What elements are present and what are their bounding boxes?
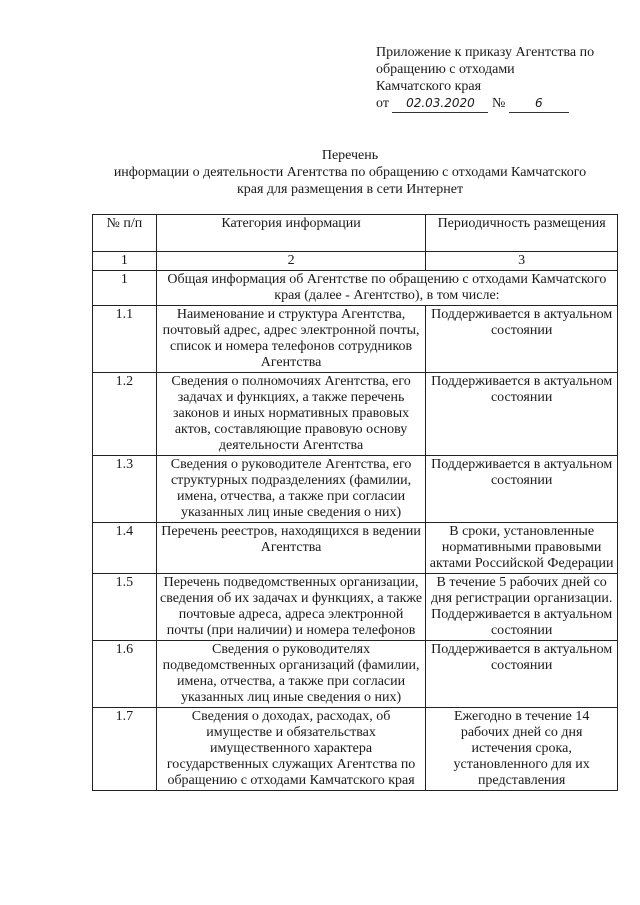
table-row (93, 373, 618, 456)
row-period: Поддерживается в актуальном состоянии (426, 456, 618, 523)
column-number-3: 3 (426, 252, 618, 271)
number-prefix: № (491, 96, 506, 111)
row-period: Ежегодно в течение 14 рабочих дней со дня истечения срока, установленного для их представления (426, 708, 618, 791)
row-number: 1.1 (93, 306, 157, 373)
header-period: Периодичность размещения (426, 215, 618, 252)
row-number: 1.4 (93, 523, 157, 574)
date-value: 02.03.2020 (392, 95, 488, 113)
appendix-line-3: Камчатского края (376, 79, 482, 94)
row-category: Сведения о полномочиях Агентства, его задачах и функциях, а также перечень законов и иных нормативных правовых актов, составляющие правовую основу деятельности Агентства (156, 373, 425, 456)
title-line-1: Перечень (321, 148, 379, 163)
row-category: Перечень подведомственных организации, сведения об их задачах и функциях, а также почтовые адреса, адреса электронной почты (при наличии) и номера телефонов (156, 574, 425, 641)
row-category: Сведения о руководителях подведомственных организаций (фамилии, имена, отчества, а также при согласии указанных лиц иные сведения о них) (156, 641, 425, 708)
section-text: Общая информация об Агентстве по обращению с отходами Камчатского края (далее - Агентство), в том числе: (156, 271, 617, 306)
column-number-2: 2 (156, 252, 425, 271)
section-number: 1 (93, 271, 157, 306)
table-section-row (93, 271, 618, 306)
appendix-line-2: обращению с отходами (376, 62, 515, 77)
row-period: Поддерживается в актуальном состоянии (426, 306, 618, 373)
row-number: 1.5 (93, 574, 157, 641)
row-period: В течение 5 рабочих дней со дня регистрации организации. Поддерживается в актуальном состоянии (426, 574, 618, 641)
row-period: Поддерживается в актуальном состоянии (426, 373, 618, 456)
row-period: В сроки, установленные нормативными правовыми актами Российской Федерации (426, 523, 618, 574)
appendix-line-1: Приложение к приказу Агентства по (376, 45, 595, 60)
title-line-3: края для размещения в сети Интернет (236, 182, 464, 197)
row-number: 1.6 (93, 641, 157, 708)
table-row (93, 574, 618, 641)
table-header-row (93, 215, 618, 252)
header-category: Категория информации (156, 215, 425, 252)
table-row (93, 523, 618, 574)
row-number: 1.7 (93, 708, 157, 791)
table-row (93, 306, 618, 373)
header-number: № п/п (93, 215, 157, 252)
row-category: Наименование и структура Агентства, почтовый адрес, адрес электронной почты, список и номера телефонов сотрудников Агентства (156, 306, 425, 373)
row-category: Перечень реестров, находящихся в ведении Агентства (156, 523, 425, 574)
number-value: 6 (509, 95, 569, 113)
table-row (93, 708, 618, 791)
appendix-date-line (376, 95, 636, 113)
information-table (92, 214, 618, 791)
row-period: Поддерживается в актуальном состоянии (426, 641, 618, 708)
row-category: Сведения о руководителе Агентства, его структурных подразделениях (фамилии, имена, отчества, а также при согласии указанных лиц иные сведения о них) (156, 456, 425, 523)
table-row (93, 641, 618, 708)
table-row (93, 456, 618, 523)
document-title (80, 147, 620, 198)
row-number: 1.2 (93, 373, 157, 456)
title-line-2: информации о деятельности Агентства по обращению с отходами Камчатского (113, 165, 587, 180)
row-category: Сведения о доходах, расходах, об имуществе и обязательствах имущественного характера государственных служащих Агентства по обращению с отходами Камчатского края (156, 708, 425, 791)
date-prefix: от (376, 96, 389, 111)
appendix-block (376, 44, 636, 113)
table-column-numbers-row (93, 252, 618, 271)
column-number-1: 1 (93, 252, 157, 271)
row-number: 1.3 (93, 456, 157, 523)
